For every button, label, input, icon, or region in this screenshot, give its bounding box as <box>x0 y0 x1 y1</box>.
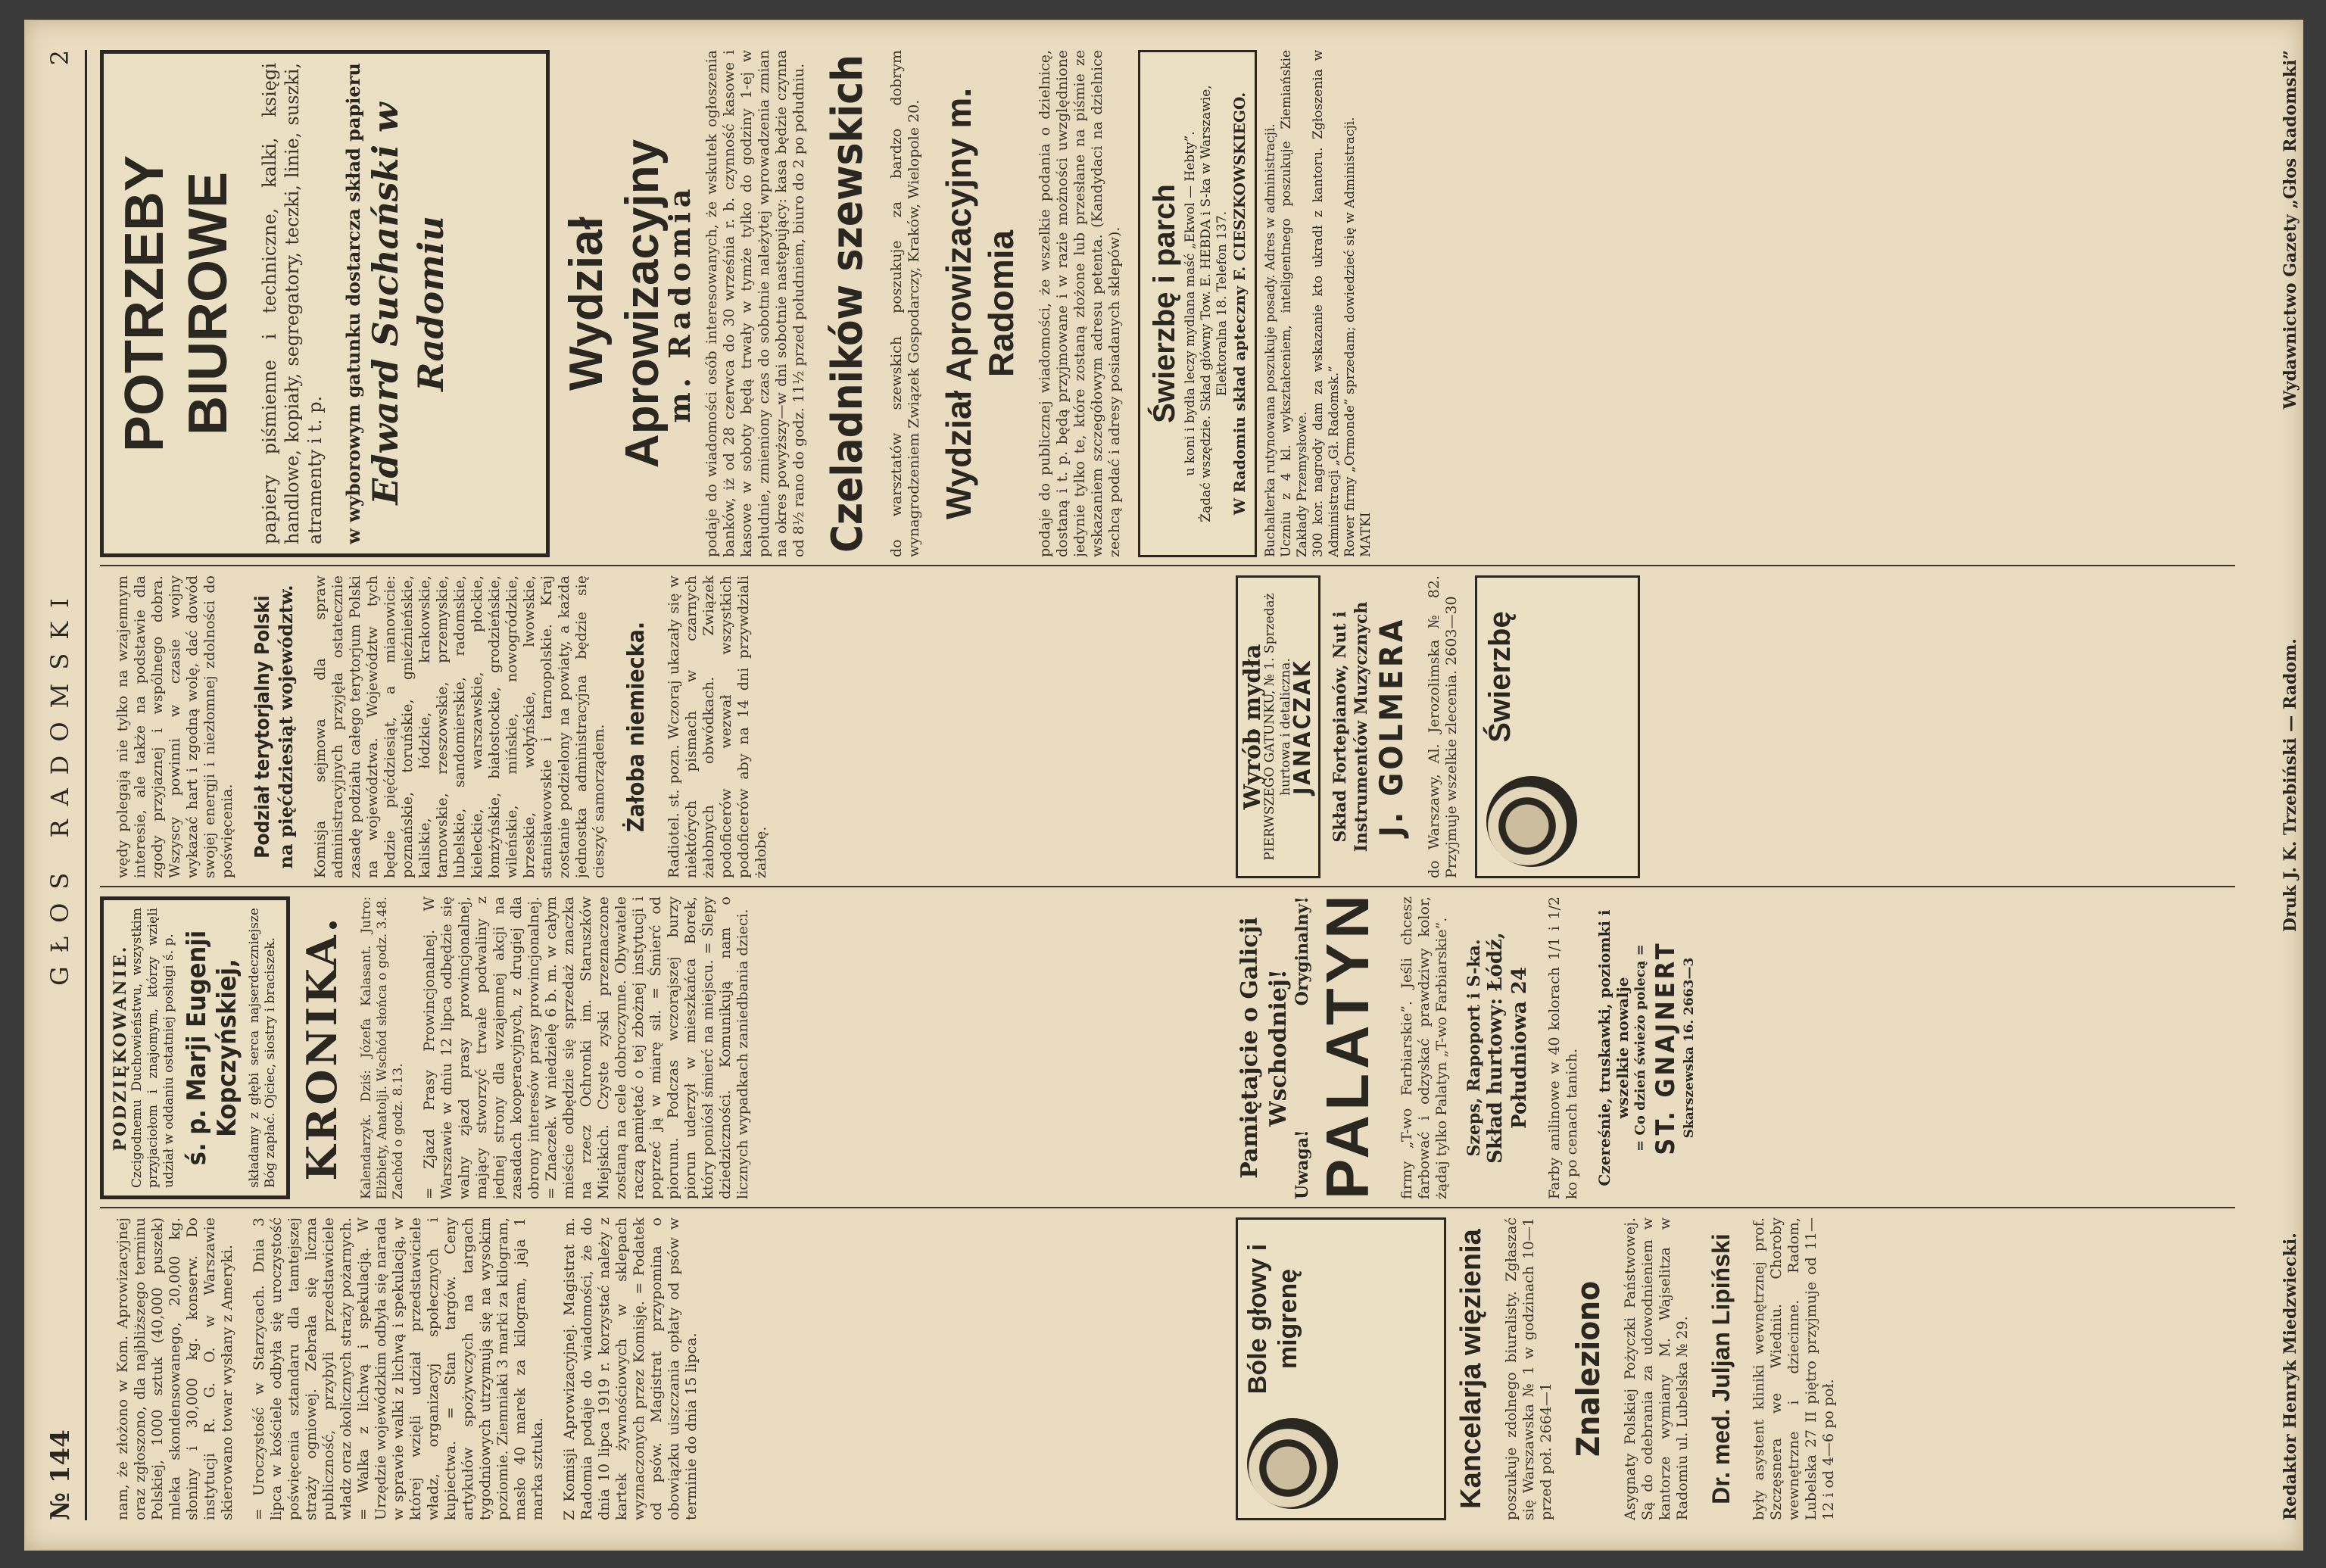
wyrob-ad <box>1236 575 1320 878</box>
potrzeby-title: POTRZEBY BIUROWE <box>114 154 239 453</box>
swiezbe-text: u koni i bydła leczy mydlana maść „Ekwol — Hebty”. <box>1183 131 1198 476</box>
wydzial2-text: podaje do publicznej wiadomości, że wszelkie podania o dzielnicę, dostaną i t. p. będą przyjmowane i w razie możności uwzględnione jedynie tylko te, które zostaną złożone lub przesłane na piśmie ze wskazaniem szczegółowym adresu petenta. (Kandydaci na dzielnice zechcą podać i adresy posiadanych sklepów). <box>1037 50 1123 557</box>
swierzbe-small: Świerzbę <box>1483 611 1517 743</box>
col1-text-bottom: Z Komisji Aprowizacyjnej. Magistrat m. Radomia podaje do wiadomości, że do dnia 10 lipca 1919 r. korzystać należy z kartek żywnościowych w sklepach wyznaczonych przez Komisję. = Podatek od psów. Magistrat przypomina o obowiązku uiszczania opłaty od psów w terminie do dnia 15 lipca. <box>561 1217 700 1520</box>
janaczak: JANACZAK <box>1289 659 1316 795</box>
kronika-text: = Zjazd Prasy Prowincjonalnej. W Warszawie w dniu 12 lipca odbędzie się walny zjazd prasy prowincjonalnej, mający stworzyć trwałe podwaliny z jednej strony dla wzajemnej akcji na zasadach kooperacyjnych, z drugiej dla obrony interesów prasy prowincjonalnej. = Znaczek. W niedzielę 6 b. m. w całym mieście odbędzie się sprzedaż znaczka na rzecz Ochronki im. Staruszków Miejskich. Czyste zyski przeznaczone zostaną na cele dobroczynne. Obywatele raczą pamiętać o tej zbożnej instytucji i poprzeć ją w miarę sił. = Śmierć od piorunu. Podczas wczorajszej burzy piorun uderzył w mieszkańca Borek, który poniósł śmierć na miejscu. = Ślepy dziedziczności. Komunikują nam o licznych wypadkach zaniedbania dzieci. <box>421 896 751 1199</box>
palatyn-title: PALATYN <box>1314 890 1381 1199</box>
znalezione-title: Znaleziono <box>1570 1280 1607 1457</box>
oryginalny: Oryginalny! <box>1292 896 1312 1006</box>
czeresnie2: = Co dzień świeżo polecą = <box>1632 944 1648 1152</box>
potrzeby-ad <box>100 50 550 557</box>
column-1 <box>100 1217 1221 1520</box>
kancelarja-title: Kancelarja więzienia <box>1455 1229 1487 1509</box>
footer-publisher: Wydawnictwo Gazety „Głos Radomski” <box>2281 50 2300 410</box>
rower-ad: Rower firmy „Ormonde” sprzedam; dowiedzieć się w Administracji. <box>1342 117 1358 557</box>
palatyn-farby: Farby anilinowe w 40 kolorach 1/1 i 1/2 ko po cenach tanich. <box>1546 896 1580 1199</box>
podziekowanie-box <box>100 896 290 1199</box>
gnajnert-addr: Skarszewska 16. 2663—3 <box>1682 957 1697 1139</box>
newspaper-sheet <box>24 20 2303 1551</box>
bole-glowy-ad <box>1236 1217 1446 1520</box>
wydzial2-title: Wydział Aprowizacyjny m. Radomia <box>939 87 1021 520</box>
podziekowanie-title: PODZIĘKOWANIE. <box>111 944 130 1152</box>
kancelarja-text: poszukuje zdolnego biuralisty. Zgłaszać się Warszawska № 1 w godzinach 10—1 przed poł. 2664—1 <box>1503 1217 1554 1520</box>
mid-ads <box>1236 574 2182 1520</box>
czeresnie: Czereśnie, truskawki, poziomki i wszelkie nowalje <box>1595 909 1632 1186</box>
wydzial-text: podaje do wiadomości osób interesowanych, że wskutek ogłoszenia banków, iż od 28 czerwca do 30 września r. b. czynność kasowe i kasowe w soboty będą trwały w tymże tylko do godziny 1-ej w południe, zmieniony czas do sobotnie należytej wprowadzenia zmian na okres powyższy—w dni sobotnie następujący: kasa będzie czynna od 8½ rano do godz. 11½ przed południem, biuro do 2 po południu. <box>703 50 807 557</box>
col3-text-top: wędy polegają nie tylko na wzajemnym interesie, ale także na podstawie dla zgody przyjaznej i wspólnego dobra. Wszyscy powinni w czasie wojny wykazać hart i zgodną wolę, dać dowód swojej energji i niezłomnej zdolności do poświęcenia. <box>114 575 235 878</box>
emblem-icon <box>1247 1418 1338 1509</box>
uwaga: Uwaga! <box>1292 1130 1312 1199</box>
podzial-title: Podział terytorjalny Polski <box>251 595 274 859</box>
znalezione-text: Asygnaty Polskiej Pożyczki Państwowej. Są do odebrania za udowodnieniem w kantorze wymiany M. Wajselitza w Radomiu ul. Lubelska № 29. <box>1622 1217 1691 1520</box>
palatyn-text: firmy „T-wo Farbiarskie”. Jeśli chcesz farbować i odzyskać prawdziwy kolor, żądaj tylko Palatyn „T-wo Farbiarskie”. <box>1398 896 1450 1199</box>
golmera-text: do Warszawy, Al. Jerozolimska № 82. Przyjmuje wszelkie zlecenia. 2603—30 <box>1426 575 1460 878</box>
page-header <box>45 50 76 1520</box>
footer-editor: Redaktor Henryk Miedzwiecki. <box>2281 1233 2300 1520</box>
swiezbe-ad <box>1138 50 1257 557</box>
czeladnikow-title: Czeladników szewskich <box>823 54 872 553</box>
podzial-text: Komisja sejmowa dla spraw administracyjnych przyjęła ostatecznie zasadę podziału całego terytorjum Polski na województwa. Województw tych będzie pięćdziesiąt, a mianowicie: poznańskie, toruńskie, gnieźnieńskie, kaliskie, łódzkie, krakowskie, tarnowskie, rzeszowskie, przemyskie, lubelskie, sandomierskie, radomskie, kieleckie, warszawskie, płockie, łomżyńskie, białostockie, grodzieńskie, wileńskie, mińskie, nowogródzkie, brzeskie, wołyńskie, lwowskie, stanisławowskie i tarnopolskie. Kraj zostanie podzielony na powiaty, a każda jednostka administracyjna będzie się cieszyć samorządem. <box>312 575 607 878</box>
pamietajcie: Pamiętajcie o Galicji Wschodniej! <box>1236 917 1292 1179</box>
column-2 <box>100 896 1296 1199</box>
column-rule <box>100 565 2235 566</box>
swiezbe-text2: Żądać wszędzie. Skład główny Tow. E. HEBDA i S-ka w Warszawie, Elektoralna 18. Telefon 137. <box>1199 85 1230 522</box>
edward-suchanski: Edward Suchański w Radomiu <box>365 102 451 505</box>
newspaper-title: GŁOS RADOMSKI <box>45 584 74 986</box>
wyrob-text: PIERWSZEGO GATUNKU, № 1. Sprzedaż hurtowa i detaliczna. <box>1262 593 1293 861</box>
kor300-ad: 300 kor. nagrody dam za wskazanie kto ukradł z kantoru. Zgłoszenia w Administracji „Gł. Radomsk.” <box>1311 50 1342 557</box>
page-number: 2 <box>45 50 74 66</box>
emblem-icon <box>1486 776 1577 867</box>
kronika-heading: KRONIKA. <box>298 915 346 1181</box>
uczniu-ad: Uczniu z 4 kl. wykształceniem, inteligentnego poszukuje Ziemiańskie Zakłady Przemysłowe. <box>1279 50 1310 557</box>
golmera-title: Skład Fortepianów, Nut i Instrumentów Muzycznych <box>1330 601 1371 853</box>
palatyn-sklad: Skład hurtowy: Łódź, Południowa 24 <box>1484 932 1531 1164</box>
golmera: J. GOLMERA <box>1373 616 1410 837</box>
issue-number: № 144 <box>45 1429 76 1520</box>
potrzeby-text: papiery piśmienne i techniczne, kalki, księgi handlowe, kopiały, segregatory, teczki, linie, suszki, atramenty i t. p. <box>259 63 326 544</box>
palatyn-firm: Szeps, Rapoport i S-ka. <box>1464 939 1484 1157</box>
potrzeby-text2: w wyborowym gatunku dostarcza skład papieru <box>342 63 364 544</box>
matki-ad: MATKI <box>1358 512 1373 557</box>
podzial-subtitle: na pięćdziesiąt województw. <box>275 584 297 869</box>
kronika-sub: Kalendarzyk. Dziś: Józefa Kalasant. Jutro: Elżbiety, Anatolji. Wschód słońca o godz. 3.48. Zachód o godz. 8.13. <box>359 896 406 1199</box>
col1-kronika-text: = Uroczystość w Starzycach. Dnia 3 lipca w kościele odbyła się uroczystość poświęcenia sztandaru dla tamtejszej straży ogniowej. Zebrała się liczna publiczność, przybyli przedstawiciele władz oraz okolicznych straży pożarnych. = Walka z lichwą i spekulacją. W Urzędzie wojewódzkim odbyła się narada w sprawie walki z lichwą i spekulacją, w której wzięli udział przedstawiciele władz, organizacyj społecznych i kupiectwa. = Stan targów. Ceny artykułów spożywczych na targach tygodniowych utrzymują się na wysokim poziomie. Ziemniaki 3 marki za kilogram, masło 40 marek za kilogram, jaja 1 marka sztuka. <box>251 1217 546 1520</box>
swiezbe-title: Świerzbę i parch <box>1148 184 1181 423</box>
zaloba-text: Radiotel. st. pozn. Wczoraj ukazały się w niektórych pismach w czarnych żałobnych obwódkach. Związek podoficerów wezwał wszystkich podoficerów aby na 14 dni przywdziali żałobę. <box>666 575 769 878</box>
rotated-page <box>24 20 2303 1551</box>
col1-text-top: nam, że złożono w Kom. Aprowizacyjnej oraz zgłoszono, dla najbliższego terminu Polskiej, 1000 sztuk (40,000 puszek) mleka skondensowanego, 20,000 kg. słoniny i 30,000 kg. konserw. Do instytucji R. G. O. w Warszawie skierowano towar wysłany z Ameryki. <box>114 1217 235 1520</box>
footer-printer: Druk J. K. Trzebiński — Radom. <box>2281 638 2300 932</box>
czeladnikow-text: do warsztatów szewskich poszukuje za bardzo dobrym wynagrodzeniem Związek Gospodarczy, Kraków, Wielopole 20. <box>888 50 922 557</box>
zaloba-title: Żałoba niemiecka. <box>623 621 650 833</box>
wyrob-title: Wyrób mydła <box>1239 644 1266 810</box>
dr-text: były asystent kliniki wewnętrznej prof. Szczęsnera we Wiedniu. Choroby wewnętrzne i dziecinne. Radom, Lubelska 27 II piętro przyjmuje od 11—12 i od 4—6 po poł. <box>1751 1217 1837 1520</box>
podziekowanie-text2: składamy z głębi serca najserdeczniejsze Bóg zapłać. Ojciec, siostry i braciszek. <box>247 908 278 1188</box>
podziekowanie-name: ś. p. Marji Eugenji Kopczyńskiej, <box>182 930 242 1166</box>
swierzbe-small-ad <box>1475 575 1640 878</box>
dr-title: Dr. med. Juljan Lipiński <box>1707 1233 1735 1504</box>
wydzial-title: Wydział Aprowizacyjny <box>560 139 669 469</box>
uwaga-line <box>1293 896 1311 1199</box>
radom-sklad: W Radomiu skład apteczny F. CIESZKOWSKIEGO. <box>1230 92 1249 516</box>
bole-glowy-title: Bóle głowy i migrenę <box>1243 1243 1302 1395</box>
podziekowanie-text: Czcigodnemu Duchowieństwu, wszystkim przyjaciołom i znajomym, którzy wzięli udział w oddaniu ostatniej posługi ś. p. <box>129 908 176 1188</box>
buchalter-ad: Buchalterka rutynowana poszukuje posady. Adres w administracji. <box>1263 123 1278 557</box>
column-3 <box>100 575 1296 878</box>
gnajnert: ST. GNAJNERT <box>1651 940 1681 1155</box>
right-block <box>100 50 2190 557</box>
header-rule <box>85 50 87 1520</box>
wydzial-sub: m. Radomia <box>663 184 697 423</box>
